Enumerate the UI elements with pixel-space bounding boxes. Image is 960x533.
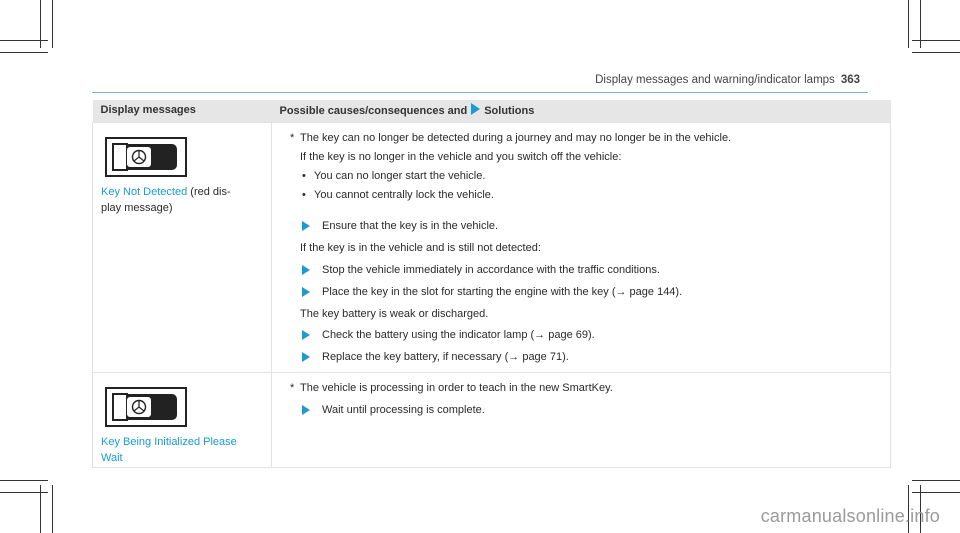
- condition-text: The key battery is weak or discharged.: [300, 307, 489, 320]
- crop-mark: [908, 0, 909, 48]
- header-title: Display messages and warning/indicator lamps: [595, 74, 835, 86]
- step-arrow-icon: [302, 287, 310, 297]
- crop-mark: [912, 40, 960, 41]
- key-icon: [105, 387, 187, 427]
- solution-cell: [272, 123, 891, 373]
- message-name: Key Not Detected: [101, 186, 188, 198]
- condition-text: If the key is in the vehicle and is still not detected:: [300, 241, 541, 254]
- crop-mark: [912, 480, 960, 481]
- crop-mark: [0, 40, 48, 41]
- crop-mark: [0, 52, 48, 53]
- page-number: 363: [840, 74, 860, 86]
- table-row: [93, 373, 891, 468]
- step-arrow-icon: [302, 330, 310, 340]
- bullet-item: • You cannot centrally lock the vehicle.: [290, 188, 880, 204]
- message-cell: [93, 373, 272, 468]
- solution-step: Stop the vehicle immediately in accordance with the traffic conditions.: [290, 263, 880, 279]
- crop-mark: [912, 492, 960, 493]
- header-rule: [92, 92, 868, 93]
- solution-step: Ensure that the key is in the vehicle.: [290, 219, 880, 235]
- col-header-causes-solutions: Possible causes/consequences and Solutions: [272, 100, 891, 123]
- crop-mark: [52, 0, 53, 48]
- col-header-display-messages: Display messages: [93, 100, 272, 123]
- condition-text: If the key is no longer in the vehicle and you switch off the vehicle:: [300, 150, 622, 163]
- message-name-cont: Wait: [101, 452, 123, 465]
- step-arrow-icon: [302, 352, 310, 362]
- solution-step: Wait until processing is complete.: [290, 403, 880, 419]
- cause-text: The key can no longer be detected during a journey and may no longer be in the vehicle.: [300, 132, 732, 144]
- message-name: Key Being Initialized Please: [101, 436, 237, 449]
- message-note-cont: play message): [101, 201, 173, 214]
- solution-step: Place the key in the slot for starting the engine with the key (→ page 144).: [290, 285, 880, 301]
- solution-step: Replace the key battery, if necessary (→ page 71).: [290, 350, 880, 366]
- cause-text: The vehicle is processing in order to teach in the new SmartKey.: [300, 382, 613, 395]
- solution-step: Check the battery using the indicator lamp (→ page 69).: [290, 328, 880, 344]
- asterisk: *: [290, 382, 295, 395]
- display-messages-table: [92, 100, 891, 468]
- bullet-item: • You can no longer start the vehicle.: [290, 169, 880, 185]
- crop-mark: [0, 480, 48, 481]
- table-header-row: [93, 100, 891, 123]
- watermark: carmanualsonline.info: [760, 506, 940, 526]
- table-row: [93, 123, 891, 373]
- step-arrow-icon: [302, 265, 310, 275]
- crop-mark: [52, 485, 53, 533]
- step-arrow-icon: [471, 103, 480, 115]
- crop-mark: [912, 52, 960, 53]
- asterisk: *: [290, 132, 295, 144]
- solution-cell: [272, 373, 891, 468]
- message-cell: [93, 123, 272, 373]
- running-header: [595, 74, 860, 86]
- message-note: (red dis-: [187, 186, 231, 198]
- step-arrow-icon: [302, 405, 310, 415]
- crop-mark: [0, 492, 48, 493]
- step-arrow-icon: [302, 221, 310, 231]
- key-icon: [105, 137, 187, 177]
